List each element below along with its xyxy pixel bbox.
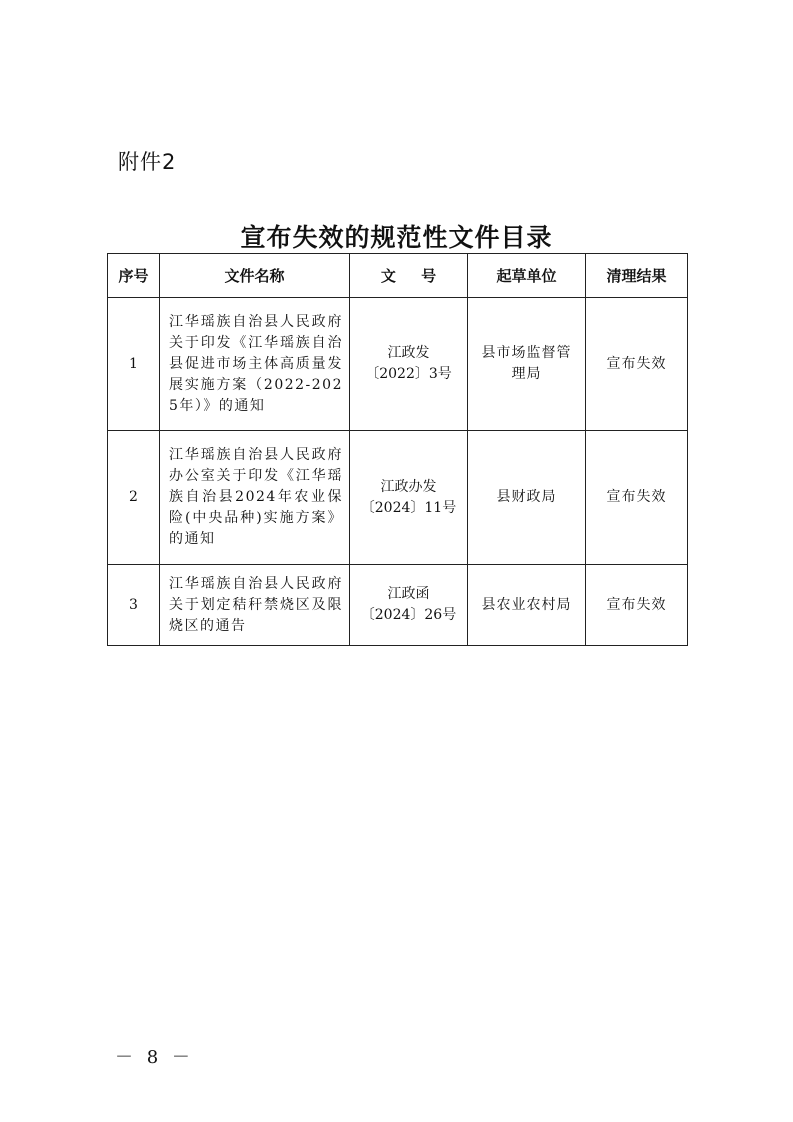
row-cleanup-result: 宣布失效 [586,565,688,646]
table-header-row [108,254,688,298]
row-index: 2 [108,431,160,565]
row-document-number-serial: 〔2024〕11号 [360,499,457,516]
row-index: 3 [108,565,160,646]
invalidated-documents-table [107,253,688,646]
row-drafting-unit: 县市场监督管理局 [468,298,586,431]
header-drafting-unit: 起草单位 [468,254,586,298]
header-cleanup-result: 清理结果 [586,254,688,298]
document-title: 宣布失效的规范性文件目录 [240,223,553,252]
row-drafting-unit: 县财政局 [468,431,586,565]
row-index: 1 [108,298,160,431]
row-document-number [350,431,468,565]
header-document-name: 文件名称 [160,254,350,298]
row-document-name: 江华瑶族自治县人民政府办公室关于印发《江华瑶族自治县2024年农业保险(中央品种)实施方案》的通知 [160,431,350,565]
row-document-number [350,298,468,431]
row-cleanup-result: 宣布失效 [586,431,688,565]
row-document-number-type: 江政函 [387,586,430,602]
row-document-number-serial: 〔2024〕26号 [360,607,457,623]
row-document-number-type: 江政发 [387,345,430,361]
row-drafting-unit: 县农业农村局 [468,565,586,646]
header-document-number-label: 文 号 [380,267,447,285]
row-cleanup-result: 宣布失效 [586,298,688,431]
header-index: 序号 [108,254,160,298]
row-document-name: 江华瑶族自治县人民政府关于印发《江华瑶族自治县促进市场主体高质量发展实施方案（2022-2025年）》的通知 [160,298,350,431]
row-document-number-type: 江政办发 [380,478,437,495]
row-document-name: 江华瑶族自治县人民政府关于划定秸秆禁烧区及限烧区的通告 [160,565,350,646]
table-row [108,431,688,565]
header-document-number [350,254,468,298]
row-document-number [350,565,468,646]
table-row [108,298,688,431]
table-row [108,565,688,646]
attachment-label: 附件2 [118,150,177,174]
page-number: － 8 － [115,1047,194,1068]
row-document-number-serial: 〔2022〕3号 [365,366,452,382]
